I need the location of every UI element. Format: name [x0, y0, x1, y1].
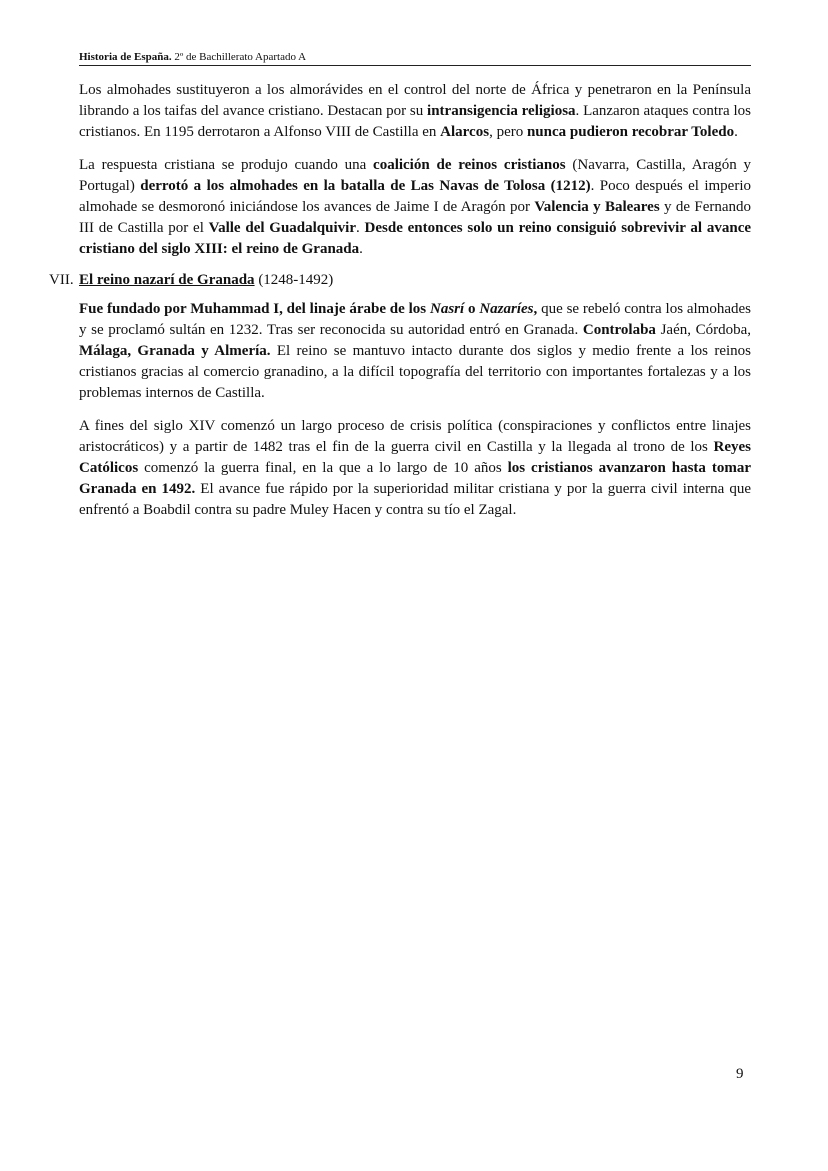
bold-text: ,: [533, 301, 538, 317]
text-run: que se rebeló contra los almohades y se proclamó sultán en 1232. Tras ser reconocida su autoridad entró en Granada.: [79, 301, 752, 338]
section-heading: [49, 270, 751, 291]
text-run: .: [734, 124, 738, 140]
text-run: . Lanzaron ataques contra los cristianos. En 1195 derrotaron a Alfonso VIII de Castilla en: [79, 103, 751, 140]
page-header: [79, 50, 751, 66]
bold-italic-text: [479, 301, 533, 317]
paragraph-almohades: [79, 80, 751, 143]
section-number: VII.: [49, 272, 74, 288]
bold-text: coalición de reinos cristianos: [373, 157, 566, 173]
header-title: Historia de España.: [79, 51, 172, 63]
section-dates: (1248-1492): [258, 272, 334, 288]
bold-text: Reyes Católicos: [79, 439, 751, 476]
bold-text: Alarcos: [440, 124, 490, 140]
text-run: La respuesta cristiana se produjo cuando una: [79, 157, 374, 173]
bold-text: Desde entonces solo un reino consiguió sobrevivir al avance cristiano del siglo XIII: el reino de Granada: [79, 220, 752, 257]
text-run: (Navarra, Castilla, Aragón y Portugal): [79, 157, 751, 194]
bold-text: nunca pudieron recobrar Toledo: [526, 124, 735, 140]
paragraph-navas-de-tolosa: [79, 155, 751, 260]
text-run: comenzó la guerra final, en la que a lo largo de 10 años: [138, 460, 508, 476]
paragraph-fundacion-nazari: [79, 299, 751, 404]
bold-text: Controlaba: [582, 322, 656, 338]
text-run: El avance fue rápido por la superioridad militar cristiana y por la guerra civil interna que enfrentó a Boabdil contra su padre Muley Hacen y contra su tío el Zagal.: [79, 481, 751, 518]
section-title: El reino nazarí de Granada: [79, 272, 255, 288]
bold-text: Fue fundado por Muhammad I, del linaje árabe de los: [79, 301, 430, 317]
italic-text: Nasrí: [429, 301, 465, 317]
bold-text: o: [464, 301, 480, 317]
bold-italic-text: [430, 301, 464, 317]
bold-text: derrotó a los almohades en la batalla de Las Navas de Tolosa (1212): [140, 178, 591, 194]
bold-text: intransigencia religiosa: [427, 103, 576, 119]
paragraph-crisis-granada: [79, 416, 751, 521]
text-run: . Poco después el imperio almohade se desmoronó iniciándose los avances de Jaime I de Aragón por: [79, 178, 751, 215]
text-run: .: [359, 241, 363, 257]
bold-text: Valle del Guadalquivir: [208, 220, 356, 236]
text-run: Los almohades sustituyeron a los almorávides en el control del norte de África y penetraron en la Península librando a los taifas del avance cristiano. Destacan por su: [79, 82, 751, 119]
text-run: y de Fernando III de Castilla por el: [79, 199, 752, 236]
italic-text: Nazaríes: [479, 301, 534, 317]
bold-text: Valencia y Baleares: [534, 199, 660, 215]
document-body: [49, 80, 752, 533]
page-number: 9: [736, 1066, 744, 1082]
text-run: .: [356, 220, 365, 236]
bold-text: los cristianos avanzaron hasta tomar Granada en 1492.: [79, 460, 751, 497]
text-run: A fines del siglo XIV comenzó un largo proceso de crisis política (conspiraciones y conflictos entre linajes aristocráticos) y a partir de 1482 tras el fin de la guerra civil en Castilla y la llegada al trono de los: [79, 418, 751, 455]
text-run: Jaén, Córdoba,: [655, 322, 752, 338]
text-run: El reino se mantuvo intacto durante dos siglos y medio frente a los reinos cristianos gracias al comercio granadino, a la difícil topografía del territorio con importantes fortalezas y a los problemas internos de Castilla.: [79, 343, 751, 401]
bold-text: Málaga, Granada y Almería.: [79, 343, 271, 359]
text-run: , pero: [489, 124, 527, 140]
header-subtitle: 2º de Bachillerato Apartado A: [174, 51, 307, 63]
